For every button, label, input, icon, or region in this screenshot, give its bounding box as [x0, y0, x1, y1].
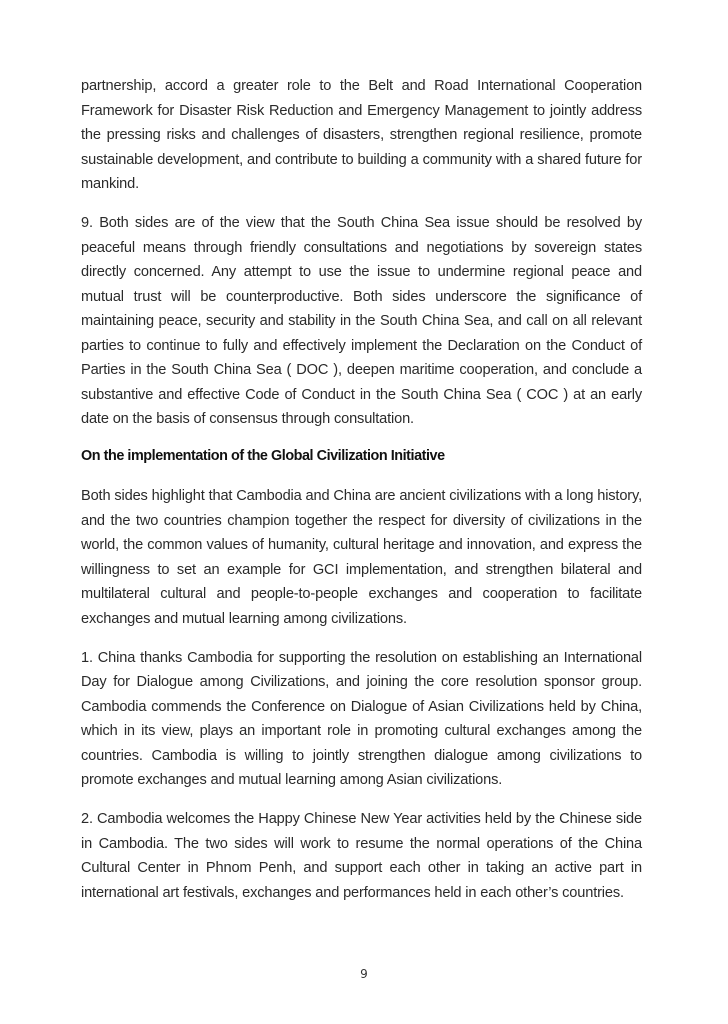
paragraph-item-9: 9. Both sides are of the view that the South China Sea issue should be resolved by peaceful means through friendly consultations and negotiations by sovereign states directly concerned. Any attempt to use the issue to undermine regional peace and mutual trust will be counterproductive. Both sides underscore the significance of maintaining peace, security and stability in the South China Sea, and call on all relevant parties to continue to fully and effectively implement the Declaration on the Conduct of Parties in the South China Sea ( DOC ), deepen maritime cooperation, and conclude a substantive and effective Code of Conduct in the South China Sea ( COC ) at an early date on the basis of consensus through consultation. — [81, 215, 642, 427]
paragraph-continuation: partnership, accord a greater role to the Belt and Road International Cooperation Framework for Disaster Risk Reduction and Emergency Management to jointly address the pressing risks and challenges of disasters, strengthen regional resilience, promote sustainable development, and contribute to building a community with a shared future for mankind. — [81, 78, 642, 192]
document-page — [81, 74, 642, 905]
paragraph-section-intro: Both sides highlight that Cambodia and China are ancient civilizations with a long history, and the two countries champion together the respect for diversity of civilizations in the world, the common values of humanity, cultural heritage and innovation, and express the willingness to set an example for GCI implementation, and strengthen bilateral and multilateral cultural and people-to-people exchanges and cooperation to facilitate exchanges and mutual learning among civilizations. — [81, 488, 642, 627]
section-heading: On the implementation of the Global Civilization Initiative — [81, 447, 445, 464]
page-number: 9 — [360, 967, 368, 981]
paragraph-item-2: 2. Cambodia welcomes the Happy Chinese New Year activities held by the Chinese side in Cambodia. The two sides will work to resume the normal operations of the China Cultural Center in Phnom Penh, and support each other in taking an active part in international art festivals, exchanges and performances held in each other’s countries. — [81, 811, 642, 901]
paragraph-item-1: 1. China thanks Cambodia for supporting the resolution on establishing an International Day for Dialogue among Civilizations, and joining the core resolution sponsor group. Cambodia commends the Conference on Dialogue of Asian Civilizations held by China, which in its view, plays an important role in promoting cultural exchanges among the countries. Cambodia is willing to jointly strengthen dialogue among civilizations to promote exchanges and mutual learning among Asian civilizations. — [81, 649, 642, 788]
